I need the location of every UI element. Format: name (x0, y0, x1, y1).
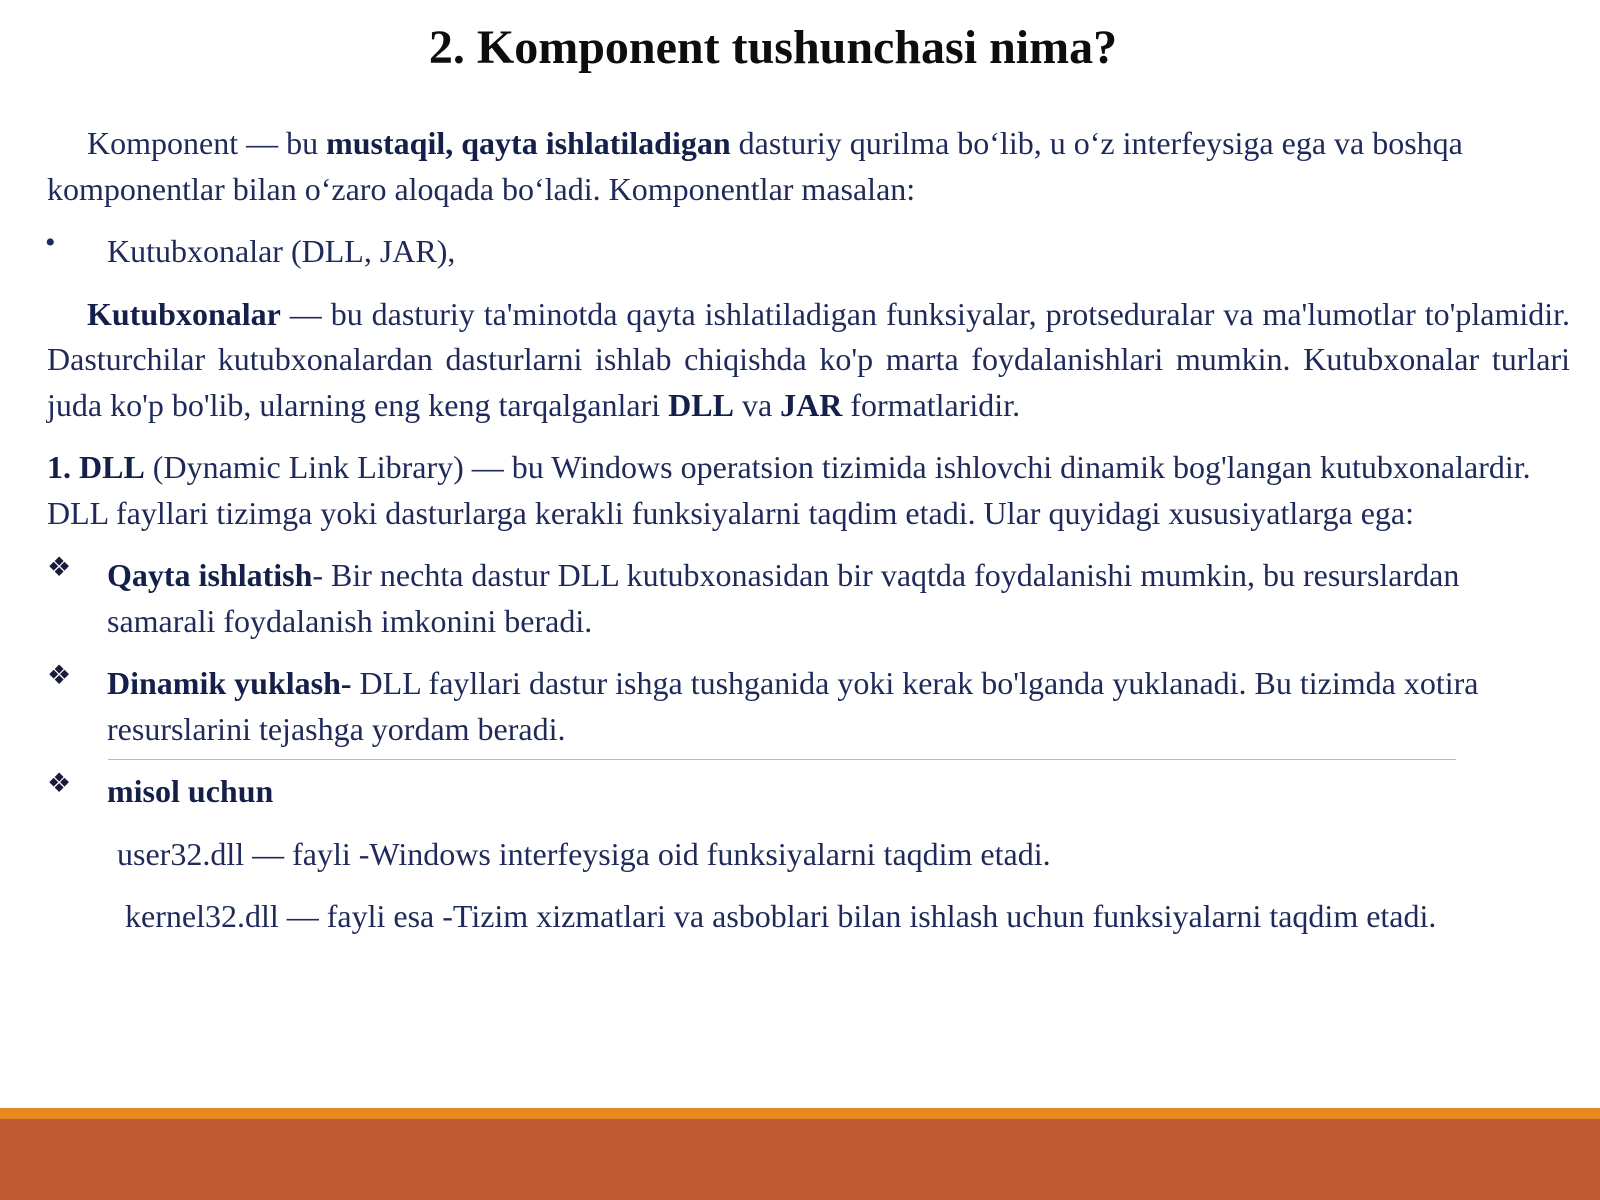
bullet-libraries-text: Kutubxonalar (DLL, JAR), (107, 233, 456, 269)
diamond-bullet-icon: ❖ (47, 660, 72, 690)
intro-paragraph (47, 121, 1570, 212)
footer-accent-line (0, 1108, 1600, 1119)
feature-text: - Bir nechta dastur DLL kutubxonasidan bir vaqtda foydalanishi mumkin, bu resurslardan samarali foydalanish imkonini beradi. (107, 557, 1460, 639)
feature-item-misol-uchun (47, 769, 1570, 815)
kutubxonalar-bold: Kutubxonalar (87, 295, 281, 332)
example-kernel32: kernel32.dll — fayli esa -Tizim xizmatlari va asboblari bilan ishlash uchun funksiyalarni taqdim etadi. (125, 898, 1437, 934)
feature-text: DLL fayllari dastur ishga tushganida yoki kerak bo'lganda yuklanadi. Bu tizimda xotira resurslarini tejashga yordam beradi. (107, 665, 1479, 747)
footer-band (0, 1119, 1600, 1200)
intro-text-2: dasturiy qurilma bo‘lib, u o‘z interfeysiga ega va boshqa komponentlar bilan o‘zaro aloqada bo‘ladi. Komponentlar masalan: (47, 125, 1463, 207)
jar-format-bold: JAR (780, 386, 843, 423)
feature-item-qayta-ishlatish (47, 553, 1570, 644)
feature-title: Qayta ishlatish (107, 557, 313, 593)
intro-text-1: Komponent — bu (87, 125, 327, 161)
dll-paragraph (47, 445, 1570, 536)
intro-bold-phrase: mustaqil, qayta ishlatiladigan (326, 125, 731, 161)
kutubxonalar-text-1: — bu dasturiy ta'minotda qayta ishlatiladigan funksiyalar, protseduralar va ma'lumotlar to'plamidir. Dasturchilar kutubxonalardan dasturlarni ishlab chiqishda ko'p marta foydalanishlari mumkin. Kutubxonalar turlari juda ko'p bo'lib, ularning eng keng tarqalganlari (47, 295, 1570, 423)
slide-title: 2. Komponent tushunchasi nima? (428, 21, 1118, 74)
bullet-dot-icon: • (45, 226, 56, 259)
feature-title: Dinamik yuklash- (107, 665, 352, 701)
kutubxonalar-text-2: va (733, 386, 781, 423)
dll-format-bold: DLL (668, 386, 734, 423)
kutubxonalar-paragraph (47, 292, 1570, 429)
feature-item-dinamik-yuklash (47, 661, 1570, 752)
divider-rule (108, 759, 1456, 760)
dll-text: (Dynamic Link Library) — bu Windows operatsion tizimida ishlovchi dinamik bog'langan kutubxonalardir. DLL fayllari tizimga yoki dasturlarga kerakli funksiyalarni taqdim etadi. Ular quyidagi xususiyatlarga ega: (47, 449, 1531, 531)
diamond-bullet-icon: ❖ (47, 552, 72, 582)
bullet-libraries (45, 226, 1570, 275)
slide-content (47, 121, 1570, 940)
feature-title: misol uchun (107, 773, 274, 809)
diamond-bullet-icon: ❖ (47, 768, 72, 798)
dll-heading-bold: 1. DLL (47, 449, 145, 485)
kutubxonalar-text-3: formatlaridir. (842, 386, 1021, 423)
example-user32: user32.dll — fayli -Windows interfeysiga oid funksiyalarni taqdim etadi. (117, 835, 1051, 872)
